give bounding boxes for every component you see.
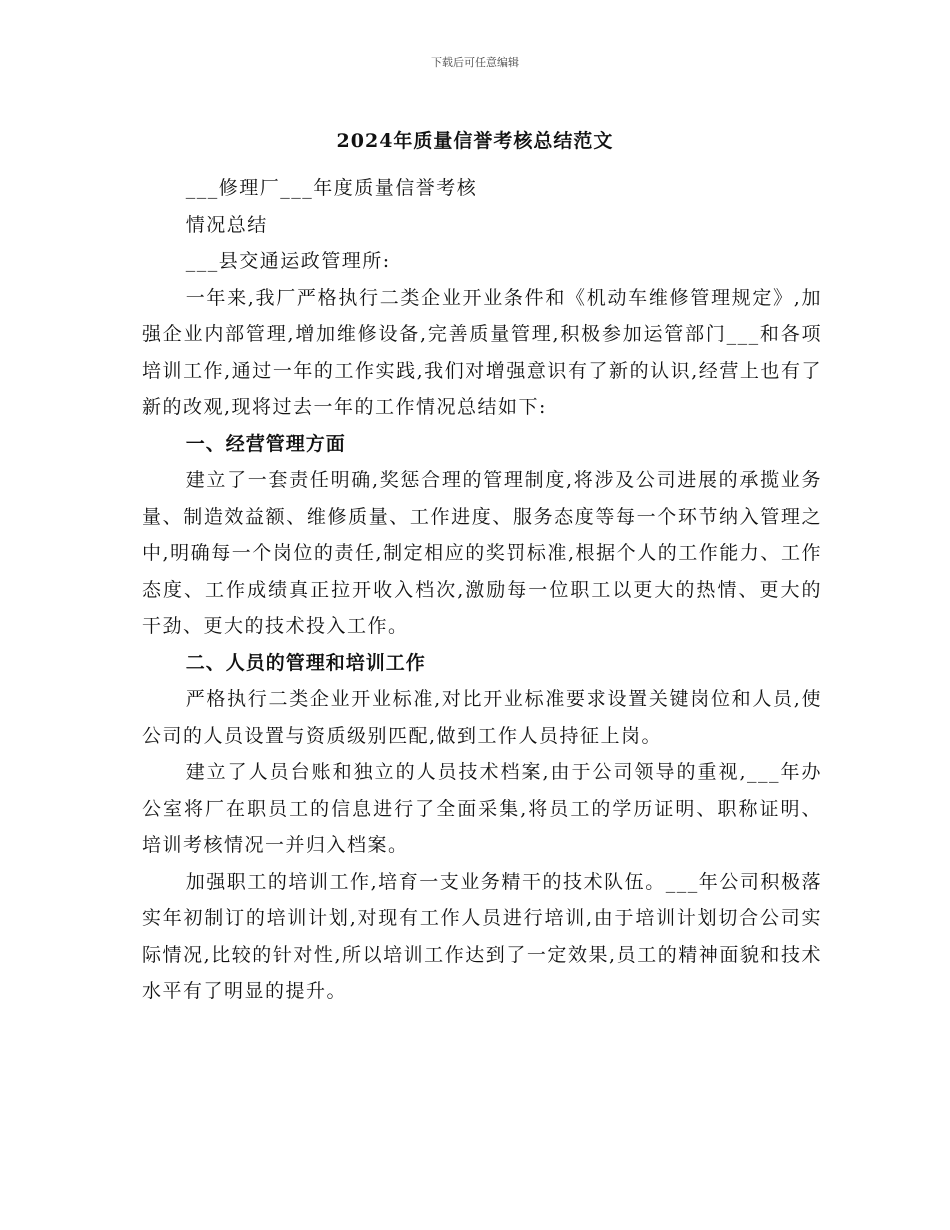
section-heading: 二、人员的管理和培训工作 bbox=[185, 651, 426, 674]
section-heading: 一、经营管理方面 bbox=[185, 432, 346, 455]
document-title: 2024年质量信誉考核总结范文 bbox=[336, 130, 614, 152]
header-note: 下载后可任意编辑 bbox=[431, 56, 519, 69]
body-paragraph: ___修理厂___年度质量信誉考核 bbox=[185, 177, 478, 199]
body-paragraph: 情况总结 bbox=[185, 213, 268, 236]
body-paragraph: 一年来,我厂严格执行二类企业开业条件和《机动车维修管理规定》,加强企业内部管理,增加维修设备,完善质量管理,积极参加运管部门___和各项培训工作,通过一年的工作实践,我们对增强意识有了新的认识,经营上也有了新的改观,现将过去一年的工作情况总结如下: bbox=[142, 286, 822, 418]
addressee-line: ___县交通运政管理所: bbox=[185, 250, 391, 272]
body-paragraph: 建立了一套责任明确,奖惩合理的管理制度,将涉及公司进展的承揽业务量、制造效益额、维修质量、工作进度、服务态度等每一个环节纳入管理之中,明确每一个岗位的责任,制定相应的奖罚标准,根据个人的工作能力、工作态度、工作成绩真正拉开收入档次,激励每一位职工以更大的热情、更大的干劲、更大的技术投入工作。 bbox=[142, 469, 822, 637]
body-paragraph: 严格执行二类企业开业标准,对比开业标准要求设置关键岗位和人员,使公司的人员设置与资质级别匹配,做到工作人员持征上岗。 bbox=[142, 688, 822, 747]
body-paragraph: 加强职工的培训工作,培育一支业务精干的技术队伍。___年公司积极落实年初制订的培训计划,对现有工作人员进行培训,由于培训计划切合公司实际情况,比较的针对性,所以培训工作达到了一定效果,员工的精神面貌和技术水平有了明显的提升。 bbox=[142, 870, 822, 1002]
document-body bbox=[142, 170, 822, 1010]
body-paragraph: 建立了人员台账和独立的人员技术档案,由于公司领导的重视,___年办公室将厂在职员工的信息进行了全面采集,将员工的学历证明、职称证明、培训考核情况一并归入档案。 bbox=[142, 761, 822, 856]
